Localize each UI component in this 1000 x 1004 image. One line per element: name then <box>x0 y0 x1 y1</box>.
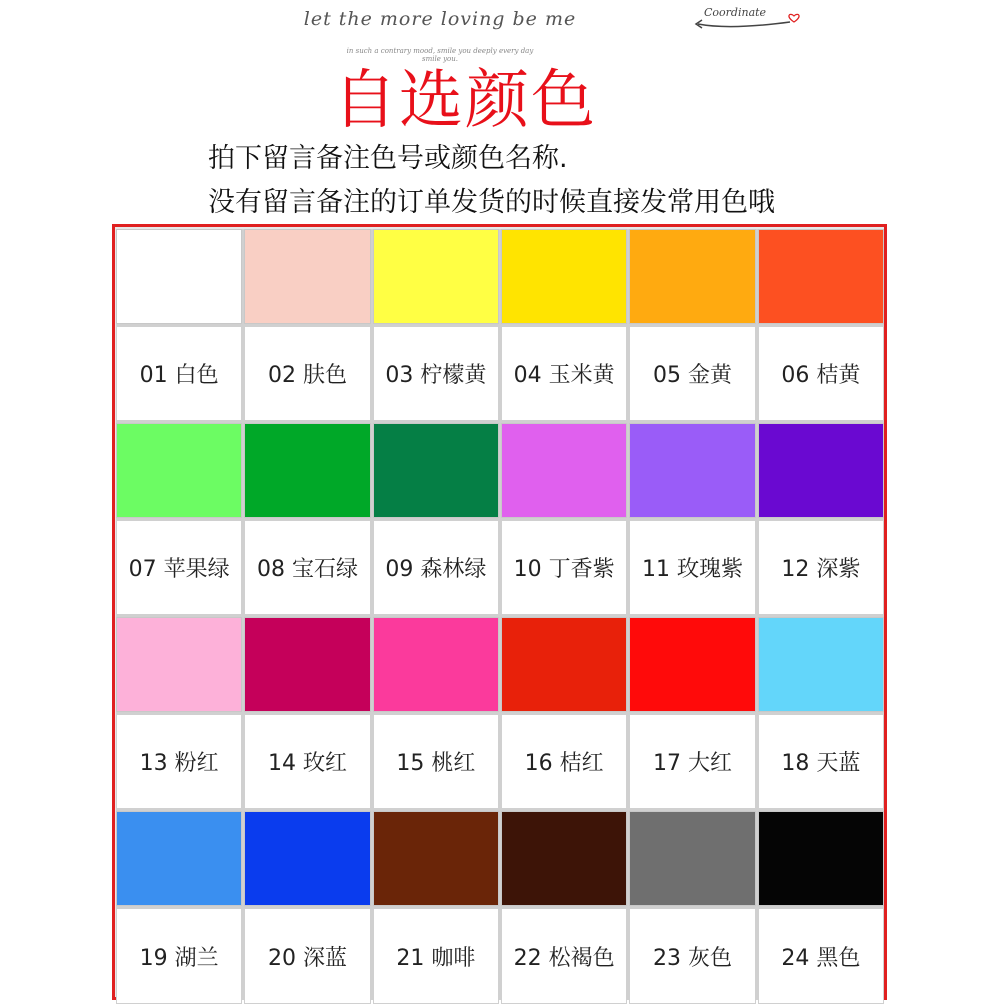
color-swatch-04[interactable] <box>501 229 627 324</box>
tagline-subtext: in such a contrary mood, smile you deeply every day smile you. <box>346 47 534 63</box>
color-swatch-21[interactable] <box>373 811 499 906</box>
color-swatch-20[interactable] <box>244 811 370 906</box>
color-label-10: 10 丁香紫 <box>501 520 627 615</box>
color-swatch-03[interactable] <box>373 229 499 324</box>
color-swatch-10[interactable] <box>501 423 627 518</box>
color-label-04: 04 玉米黄 <box>501 326 627 421</box>
color-label-20: 20 深蓝 <box>244 908 370 1004</box>
color-label-17: 17 大红 <box>629 714 755 809</box>
color-swatch-23[interactable] <box>629 811 755 906</box>
color-swatch-14[interactable] <box>244 617 370 712</box>
instruction-note-1: 拍下留言备注色号或颜色名称. <box>208 143 568 174</box>
color-label-02: 02 肤色 <box>244 326 370 421</box>
color-label-22: 22 松褐色 <box>501 908 627 1004</box>
color-label-01: 01 白色 <box>116 326 242 421</box>
color-chart-grid <box>116 229 884 1000</box>
color-label-14: 14 玫红 <box>244 714 370 809</box>
color-label-08: 08 宝石绿 <box>244 520 370 615</box>
color-label-06: 06 桔黄 <box>758 326 884 421</box>
color-swatch-19[interactable] <box>116 811 242 906</box>
color-label-12: 12 深紫 <box>758 520 884 615</box>
color-swatch-18[interactable] <box>758 617 884 712</box>
color-label-16: 16 桔红 <box>501 714 627 809</box>
color-label-07: 07 苹果绿 <box>116 520 242 615</box>
color-label-05: 05 金黄 <box>629 326 755 421</box>
tagline: let the more loving be me <box>303 8 577 30</box>
color-label-18: 18 天蓝 <box>758 714 884 809</box>
color-label-21: 21 咖啡 <box>373 908 499 1004</box>
instruction-note-2: 没有留言备注的订单发货的时候直接发常用色哦 <box>208 187 775 218</box>
color-label-15: 15 桃红 <box>373 714 499 809</box>
color-swatch-01[interactable] <box>116 229 242 324</box>
color-swatch-08[interactable] <box>244 423 370 518</box>
color-label-23: 23 灰色 <box>629 908 755 1004</box>
color-swatch-09[interactable] <box>373 423 499 518</box>
color-label-24: 24 黑色 <box>758 908 884 1004</box>
color-swatch-07[interactable] <box>116 423 242 518</box>
color-swatch-05[interactable] <box>629 229 755 324</box>
color-label-03: 03 柠檬黄 <box>373 326 499 421</box>
color-label-19: 19 湖兰 <box>116 908 242 1004</box>
color-label-11: 11 玫瑰紫 <box>629 520 755 615</box>
color-swatch-02[interactable] <box>244 229 370 324</box>
color-swatch-17[interactable] <box>629 617 755 712</box>
color-swatch-24[interactable] <box>758 811 884 906</box>
color-swatch-13[interactable] <box>116 617 242 712</box>
color-swatch-16[interactable] <box>501 617 627 712</box>
logo-text: Coordinate <box>704 6 767 19</box>
color-swatch-22[interactable] <box>501 811 627 906</box>
color-swatch-11[interactable] <box>629 423 755 518</box>
page-title: 自选颜色 <box>333 64 597 138</box>
color-swatch-15[interactable] <box>373 617 499 712</box>
color-swatch-12[interactable] <box>758 423 884 518</box>
color-swatch-06[interactable] <box>758 229 884 324</box>
color-label-09: 09 森林绿 <box>373 520 499 615</box>
color-label-13: 13 粉红 <box>116 714 242 809</box>
